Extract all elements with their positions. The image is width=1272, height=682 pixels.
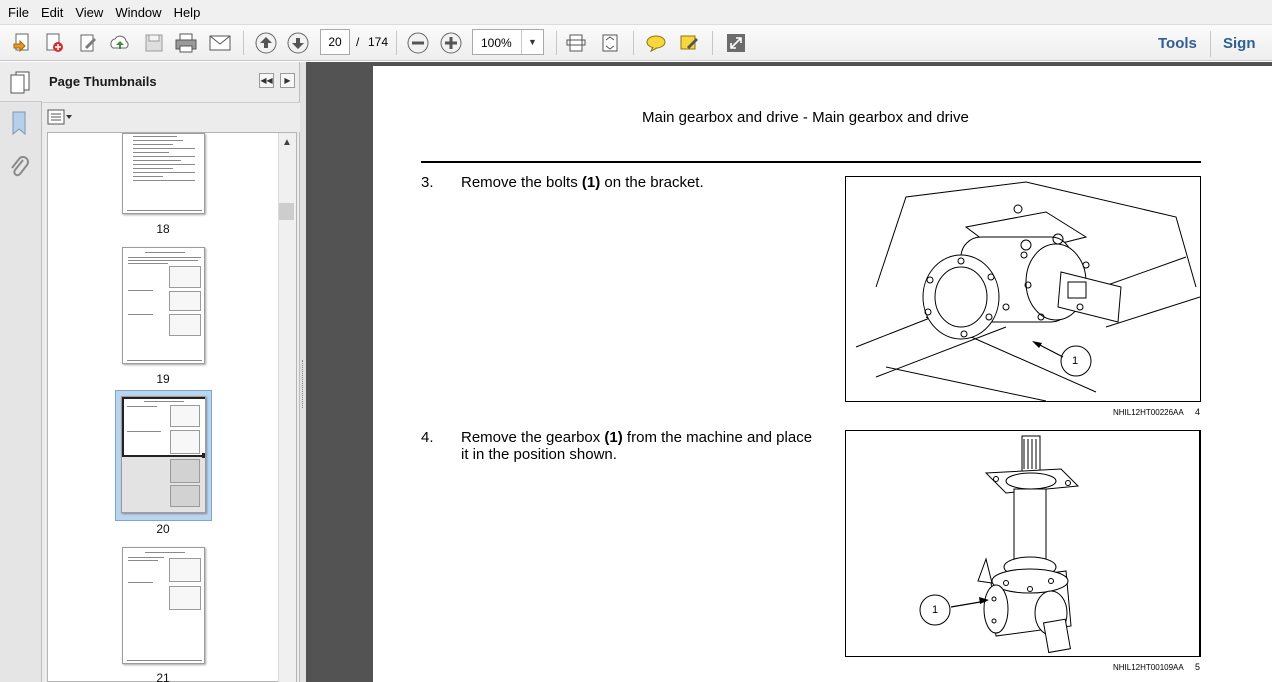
page-separator: / <box>356 35 360 49</box>
bookmark-icon[interactable] <box>9 110 29 141</box>
gearbox-bracket-illustration <box>846 177 1200 401</box>
next-page-icon[interactable] <box>284 29 312 57</box>
page-total: 174 <box>368 35 389 49</box>
sign-link[interactable]: Sign <box>1223 35 1256 52</box>
page-header: Main gearbox and drive - Main gearbox and drive <box>642 109 969 126</box>
tools-link[interactable]: Tools <box>1158 35 1197 52</box>
pages-icon[interactable] <box>9 70 31 97</box>
thumbnail-page-18[interactable] <box>122 133 205 214</box>
figure-number: 4 <box>1195 407 1201 417</box>
options-menu-icon[interactable] <box>47 109 73 128</box>
figure-bolts-bracket <box>845 176 1201 402</box>
step-text: Remove the gearbox (1) from the machine and place it in the position shown. <box>461 429 813 463</box>
thumbnail-label-21: 21 <box>156 671 170 682</box>
thumbnail-label-20: 20 <box>156 522 170 536</box>
gearbox-illustration <box>846 431 1200 656</box>
figure-code: NHIL12HT00109AA <box>1113 663 1184 672</box>
zoom-select[interactable] <box>472 29 544 55</box>
open-icon[interactable] <box>8 29 36 57</box>
figure-callout: 1 <box>932 604 939 616</box>
save-icon[interactable] <box>140 29 168 57</box>
step-text: Remove the bolts (1) on the bracket. <box>461 174 704 191</box>
thumbnail-page-21[interactable] <box>122 547 205 664</box>
chevron-right-icon[interactable]: ▶ <box>280 73 295 88</box>
previous-page-icon[interactable] <box>252 29 280 57</box>
collapse-panel-icon[interactable]: ◀◀ <box>259 73 274 88</box>
toolbar <box>0 24 1272 61</box>
upload-icon[interactable] <box>106 29 134 57</box>
header-rule <box>421 161 1201 163</box>
panel-toggle[interactable] <box>0 62 42 102</box>
chevron-up-icon[interactable]: ▲ <box>282 137 292 148</box>
step-number: 3. <box>421 174 434 191</box>
edit-pdf-icon[interactable] <box>74 29 102 57</box>
thumbnail-scroll-thumb[interactable] <box>279 203 294 220</box>
attachment-icon[interactable] <box>8 154 30 183</box>
fit-page-icon[interactable] <box>596 29 624 57</box>
thumbnail-page-20[interactable] <box>121 396 206 513</box>
email-icon[interactable] <box>206 29 234 57</box>
figure-gearbox-position <box>845 430 1201 657</box>
zoom-in-icon[interactable] <box>437 29 465 57</box>
thumbnail-label-19: 19 <box>156 372 170 386</box>
figure-number: 5 <box>1195 662 1201 672</box>
figure-callout: 1 <box>1072 355 1079 367</box>
step-number: 4. <box>421 429 434 446</box>
chevron-down-icon[interactable]: ▼ <box>521 30 543 54</box>
menu-edit[interactable]: Edit <box>40 4 64 20</box>
print-icon[interactable] <box>172 29 200 57</box>
figure-code: NHIL12HT00226AA <box>1113 408 1184 417</box>
zoom-out-icon[interactable] <box>404 29 432 57</box>
expand-icon[interactable] <box>722 29 750 57</box>
menu-bar <box>0 0 1272 24</box>
panel-title: Page Thumbnails <box>49 74 157 89</box>
highlight-icon[interactable] <box>675 29 703 57</box>
thumbnail-label-18: 18 <box>156 222 170 236</box>
menu-help[interactable]: Help <box>173 4 201 20</box>
comment-icon[interactable] <box>642 29 670 57</box>
create-pdf-icon[interactable] <box>40 29 68 57</box>
thumbnail-page-19[interactable] <box>122 247 205 364</box>
menu-window[interactable]: Window <box>115 4 162 20</box>
page-number-input[interactable]: 20 <box>320 29 350 55</box>
zoom-value: 100% <box>481 36 512 50</box>
panel-options-bar <box>42 102 300 132</box>
splitter-grip[interactable] <box>302 360 304 408</box>
menu-file[interactable]: File <box>8 4 29 20</box>
menu-view[interactable]: View <box>75 4 104 20</box>
fit-width-icon[interactable] <box>562 29 590 57</box>
